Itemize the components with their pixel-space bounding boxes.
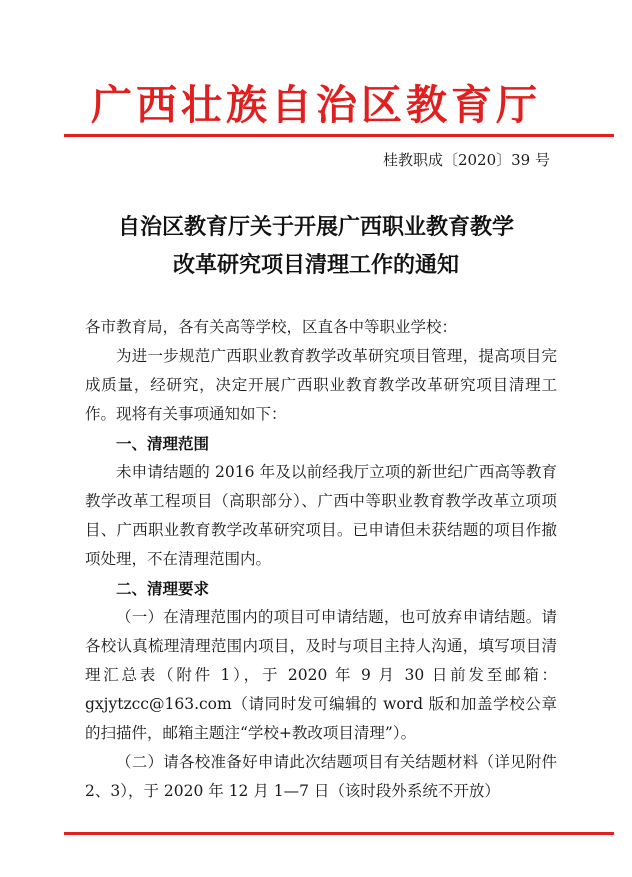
issuing-agency-header: 广西壮族自治区教育厅 [91, 81, 541, 129]
section-2-item-1: （一）在清理范围内的项目可申请结题，也可放弃申请结题。请各校认真梳理清理范围内项目，及时与项目主持人沟通，填写项目清理汇总表（附件 1），于 2020 年 9 月 30 日前发至邮箱：gxjytzcc@163.com（请同时发可编辑的 word 版和加盖学校公章的扫描件，邮箱主题注“学校+教改项目清理”）。 [85, 608, 557, 742]
red-footer-rule [64, 832, 614, 835]
intro-paragraph: 为进一步规范广西职业教育教学改革研究项目管理，提高项目完成质量，经研究，决定开展广西职业教育教学改革研究项目清理工作。现将有关事项通知如下： [85, 347, 557, 423]
notice-title-line-2: 改革研究项目清理工作的通知 [172, 252, 459, 278]
section-2-heading: 二、清理要求 [116, 579, 210, 598]
section-2-item-2: （二）请各校准备好申请此次结题项目有关结题材料（详见附件 2、3），于 2020 年 12 月 1—7 日（该时段外系统不开放） [85, 753, 557, 800]
document-number: 桂教职成〔2020〕39 号 [382, 151, 550, 169]
section-1-heading: 一、清理范围 [116, 434, 210, 453]
section-1-text: 未申请结题的 2016 年及以前经我厅立项的新世纪广西高等教育教学改革工程项目（高职部分）、广西中等职业教育教学改革立项项目、广西职业教育教学改革研究项目。已申请但未获结题的项目作撤项处理，不在清理范围内。 [85, 463, 557, 568]
notice-title-line-1: 自治区教育厅关于开展广西职业教育教学 [117, 214, 514, 240]
salutation: 各市教育局，各有关高等学校，区直各中等职业学校： [85, 318, 458, 336]
red-header-rule [64, 134, 614, 137]
